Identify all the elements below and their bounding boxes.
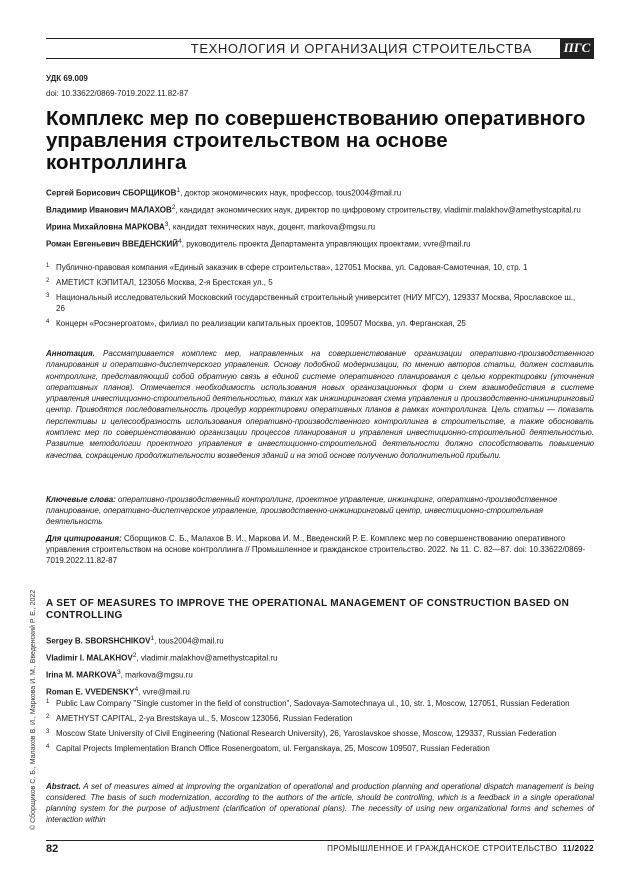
affiliation-en: 4 Capital Projects Implementation Branch Office Rosenergoatom, ul. Ferganskaya, 25, Moscow 109507, Russian Federation	[46, 744, 490, 753]
affiliation-en: 2 AMETHYST CAPITAL, 2-ya Brestskaya ul., 5, Moscow 123056, Russian Federation	[46, 714, 353, 723]
affiliation-ru: 1 Публично-правовая компания «Единый заказчик в сфере строительства», 127051 Москва, ул. Садовая-Самотечная, 10, стр. 1	[46, 263, 528, 272]
affiliations-en	[46, 698, 586, 758]
journal-name: ПРОМЫШЛЕННОЕ И ГРАЖДАНСКОЕ СТРОИТЕЛЬСТВО 11/2022	[327, 844, 594, 853]
page-number: 82	[46, 843, 59, 855]
affiliation-ru: 4 Концерн «Росэнергоатом», филиал по реализации капитальных проектов, 109507 Москва, ул. Ферганская, 25	[46, 319, 466, 328]
page-footer	[46, 840, 594, 856]
affiliations-ru	[46, 262, 586, 333]
affiliation-en: 1 Public Law Company "Single customer in the field of construction", Sadovaya-Samotechnaya ul., 10, str. 1, Moscow, 127051, Russian Federation	[46, 699, 570, 708]
author-ru: Ирина Михайловна МАРКОВА$^3$, кандидат технических наук, доцент, markova@mgsu.ru	[46, 221, 376, 232]
affiliation-ru: 3 Национальный исследовательский Московский государственный строительный университет (НИУ МГСУ), 129337 Москва, Ярославское ш., 26	[46, 293, 576, 313]
footer-rule	[46, 840, 594, 841]
keywords-ru: Ключевые слова: оперативно-производственный контроллинг, проектное управление, инжиниринг, оперативно-производственное планирование, оперативно-диспетчерское управление, производственно-инжиниринговый центр, инвестиционно-строительная деятельность	[46, 495, 558, 526]
doi: doi: 10.33622/0869-7019.2022.11.82-87	[46, 89, 189, 98]
running-header	[46, 38, 594, 60]
authors-en	[46, 634, 586, 703]
affiliation-en: 3 Moscow State University of Civil Engineering (National Research University), 26, Yaroslavskoe shosse, Moscow, 129337, Russian Federation	[46, 729, 557, 738]
abstract-ru: Аннотация. Рассматривается комплекс мер, направленных на совершенствование организации оперативно-производственного планирования и оперативно-диспетчерского управления. Основу подобной модернизации, по мнению авторов статьи, должен составить контроллинг, представляющий собой обратную связь в единой системе оперативного планирования с целью корректировки (уточнения оперативных планов). Отмечается необходимость использования новых организационных форм и схем взаимодействия в системе управления инвестиционно-строительной деятельностью, таких как инжиниринговая схема управления и производственно-инжиниринговый центр. Приводятся последовательность процедур корректировки оперативных планов в рамках контроллинга. Цель статьи — показать перспективы и целесообразность использования оперативно-производственного контроллинга в строительстве, а также обосновать комплекс мер по совершенствованию организации процессов планирования и управления инвестиционно-строительной деятельностью. Развитие методологии проектного управления в инвестиционно-строительной деятельности должно способствовать повышению качества, сокращению продолжительности возведения зданий и на этой основе получению дополнительной прибыли.	[46, 349, 594, 460]
section-title: ТЕХНОЛОГИЯ И ОРГАНИЗАЦИЯ СТРОИТЕЛЬСТВА	[190, 41, 532, 56]
authors-ru	[46, 185, 586, 254]
author-ru: Роман Евгеньевич ВВЕДЕНСКИЙ$^4$, руководитель проекта Департамента управляющих проектами, vvre@mail.ru	[46, 238, 471, 250]
author-en: Roman E. VVEDENSKY$^4$, vvre@mail.ru	[46, 686, 190, 698]
author-ru: Владимир Иванович МАЛАХОВ$^2$, кандидат экономических наук, директор по цифровому строительству, vladimir.malakhov@amethystcapital.ru	[46, 204, 581, 215]
author-en: Sergey B. SBORSHCHIKOV$^1$, tous2004@mail.ru	[46, 635, 224, 646]
abstract-en: Abstract. A set of measures aimed at improving the organization of operational and production planning and operational dispatch management is being considered. The basis of such modernization, according to the authors of the article, should be controlling, which is a feedback in a single operational planning system for the purpose of adjustment (clarification of operational plans). The necessity of using new organizational forms and schemes of interaction within	[46, 782, 594, 824]
author-ru: Сергей Борисович СБОРЩИКОВ$^1$, доктор экономических наук, профессор, tous2004@mail.ru	[46, 187, 402, 198]
header-rule-top	[46, 38, 594, 39]
copyright-vertical: © Сборщиков С. Б., Малахов В. И., Маркова И. М., Введенский Р. Е., 2022	[30, 589, 37, 830]
article-title-ru: Комплекс мер по совершенствованию оперативного управления строительством на основе контроллинга	[46, 107, 586, 174]
citation-ru: Для цитирования: Сборщиков С. Б., Малахов В. И., Маркова И. М., Введенский Р. Е. Комплекс мер по совершенствованию оперативного управления строительством на основе контроллинга // Промышленное и гражданское строительство. 2022. № 11. С. 82—87. doi: 10.33622/0869-7019.2022.11.82-87	[46, 534, 586, 565]
udk: УДК 69.009	[46, 74, 88, 83]
author-en: Irina M. MARKOVA$^3$, markova@mgsu.ru	[46, 669, 193, 680]
journal-logo-icon: ПГС	[560, 38, 594, 58]
affiliation-ru: 2 АМЕТИСТ КЭПИТАЛ, 123056 Москва, 2-я Брестская ул., 5	[46, 278, 273, 287]
article-title-en: A SET OF MEASURES TO IMPROVE THE OPERATIONAL MANAGEMENT OF CONSTRUCTION BASED ON CONTROLLING	[46, 598, 570, 621]
header-rule-bottom	[46, 58, 594, 59]
author-en: Vladimir I. MALAKHOV$^2$, vladimir.malakhov@amethystcapital.ru	[46, 652, 278, 663]
